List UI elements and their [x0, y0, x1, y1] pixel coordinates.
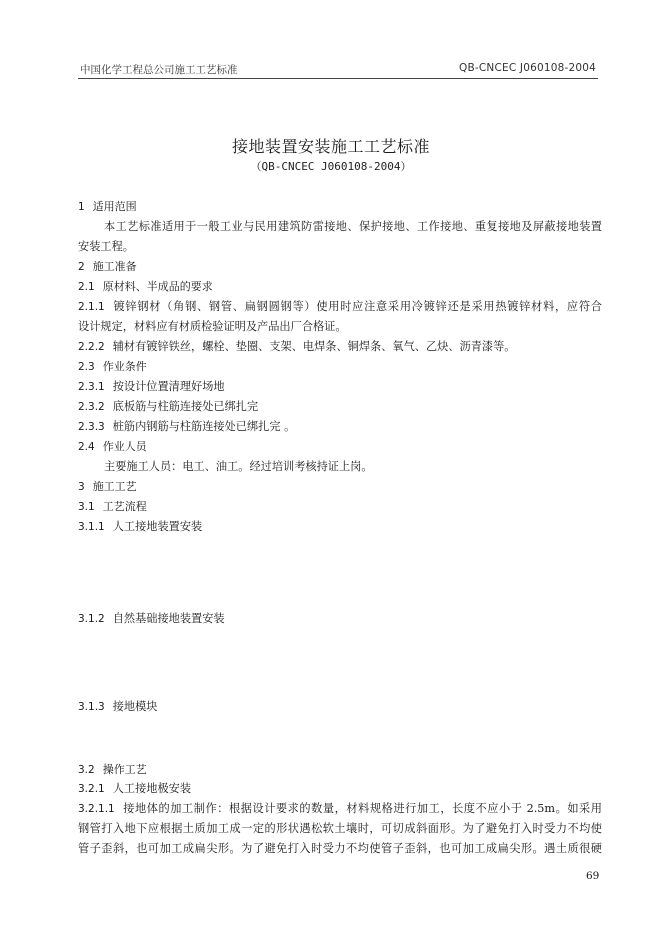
paragraph-line: 2.1.1 镀锌钢材（角钢、钢管、扁钢圆钢等）使用时应注意采用冷镀锌还是采用热镀锌材料，应符合 — [78, 300, 602, 313]
paragraph-line: 3.1.3 接地模块 — [78, 700, 158, 713]
paragraph-line: 3.1.1 人工接地装置安装 — [78, 520, 203, 533]
section-heading: 3.2 操作工艺 — [78, 763, 147, 776]
paragraph-line: 主要施工人员：电工、油工。经过培训考核持证上岗。 — [104, 460, 373, 473]
paragraph-line: 设计规定，材料应有材质检验证明及产品出厂合格证。 — [78, 320, 347, 333]
paragraph-line: 安装工程。 — [78, 240, 134, 253]
section-heading: 3.1 工艺流程 — [78, 500, 147, 513]
paragraph-line: 本工艺标准适用于一般工业与民用建筑防雷接地、保护接地、工作接地、重复接地及屏蔽接地装置 — [104, 220, 602, 233]
section-heading: 2.4 作业人员 — [78, 440, 147, 453]
header-standard-code: QB-CNCEC J060108-2004 — [459, 62, 596, 74]
document-title: 接地装置安装施工工艺标准 — [231, 137, 430, 156]
paragraph-line: 3.1.2 自然基础接地装置安装 — [78, 612, 225, 625]
header-organization: 中国化学工程总公司施工工艺标准 — [80, 64, 238, 76]
section-heading: 2.3 作业条件 — [78, 360, 147, 373]
paragraph-line: 2.3.1 按设计位置清理好场地 — [78, 380, 225, 393]
section-heading: 1 适用范围 — [78, 200, 137, 213]
page-number: 69 — [586, 870, 600, 882]
page-header — [78, 60, 598, 79]
section-heading: 2.1 原材料、半成品的要求 — [78, 280, 213, 293]
document-code: （QB-CNCEC J060108-2004） — [250, 160, 412, 173]
section-heading: 2 施工准备 — [78, 260, 137, 273]
paragraph-line: 2.3.2 底板筋与柱筋连接处已绑扎完 — [78, 400, 259, 413]
paragraph-line: 3.2.1 人工接地极安装 — [78, 782, 192, 795]
paragraph-line: 3.2.1.1 接地体的加工制作：根据设计要求的数量，材料规格进行加工，长度不应小于 2.5m。如采用 — [78, 802, 602, 815]
paragraph-line: 2.3.3 桩筋内钢筋与柱筋连接处已绑扎完 。 — [78, 420, 296, 433]
paragraph-line: 管子歪斜，也可加工成扁尖形。为了避免打入时受力不均使管子歪斜，也可加工成扁尖形。遇土质很硬 — [78, 842, 602, 855]
paragraph-line: 钢管打入地下应根据土质加工成一定的形状遇松软土壤时，可切成斜面形。为了避免打入时受力不均使 — [78, 822, 602, 835]
paragraph-line: 2.2.2 辅材有镀锌铁丝，螺栓、垫圈、支架、电焊条、铜焊条、氧气、乙炔、沥青漆等。 — [78, 340, 516, 353]
section-heading: 3 施工工艺 — [78, 480, 137, 493]
